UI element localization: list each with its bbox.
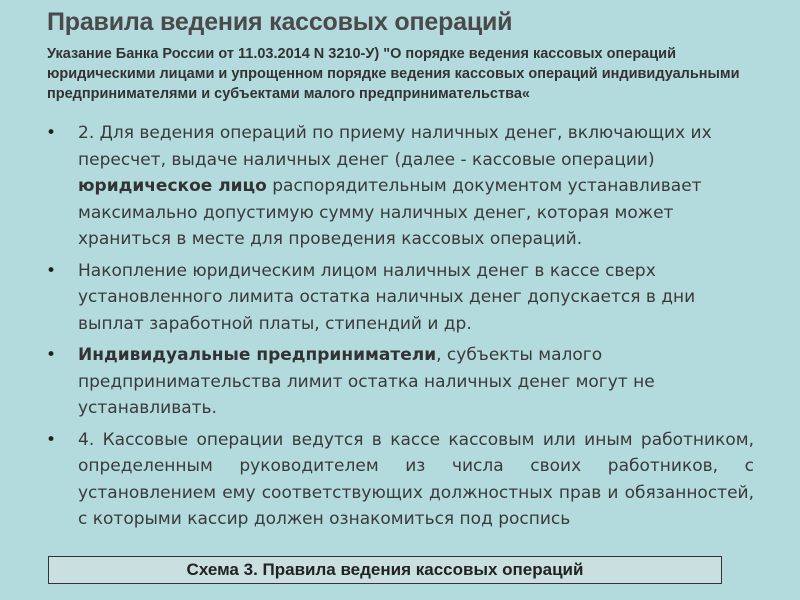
slide-title: Правила ведения кассовых операций bbox=[47, 8, 513, 36]
bullet-text: Накопление юридическим лицом наличных денег в кассе сверх установленного лимита остатка наличных денег допускается в дни выплат заработной платы, стипендий и др. bbox=[78, 260, 696, 334]
slide-subtitle: Указание Банка России от 11.03.2014 N 3210-У) "О порядке ведения кассовых операций юридическими лицами и упрощенном порядке ведения кассовых операций индивидуальными предпринимателями и субъектами малого предпринимательства« bbox=[47, 46, 740, 102]
bullet-dot-icon: • bbox=[46, 123, 57, 143]
bullet-dot-icon: • bbox=[46, 429, 57, 450]
bullet-bold-text: юридическое лицо bbox=[78, 176, 267, 196]
scheme-caption-box bbox=[48, 556, 722, 584]
bullet-bold-text: Индивидуальные предприниматели bbox=[78, 345, 437, 365]
bullet-item-4 bbox=[46, 427, 754, 533]
bullet-text: 4. Кассовые операции ведутся в кассе кассовым или иным работником, определенным руководителем из числа своих работников, с установлением ему соответствующих должностных прав и обязанностей, с которыми кассир должен ознакомиться под роспись bbox=[78, 429, 754, 529]
scheme-caption: Схема 3. Правила ведения кассовых операций bbox=[186, 560, 584, 579]
bullet-text: распорядительным документом устанавливает максимально допустимую сумму наличных денег, которая может храниться в месте для проведения кассовых операций. bbox=[78, 176, 702, 249]
bullet-dot-icon: • bbox=[46, 260, 57, 281]
bullet-text: 2. Для ведения операций по приему наличных денег, включающих их пересчет, выдаче наличных денег (далее - кассовые операции) bbox=[78, 123, 712, 170]
bullet-item-1 bbox=[46, 120, 754, 253]
bullet-list bbox=[46, 120, 754, 538]
bullet-item-3 bbox=[46, 342, 754, 422]
bullet-text: , субъекты малого предпринимательства лимит остатка наличных денег могут не устанавливать. bbox=[78, 345, 655, 418]
bullet-item-2 bbox=[46, 258, 754, 338]
bullet-dot-icon: • bbox=[46, 345, 57, 365]
